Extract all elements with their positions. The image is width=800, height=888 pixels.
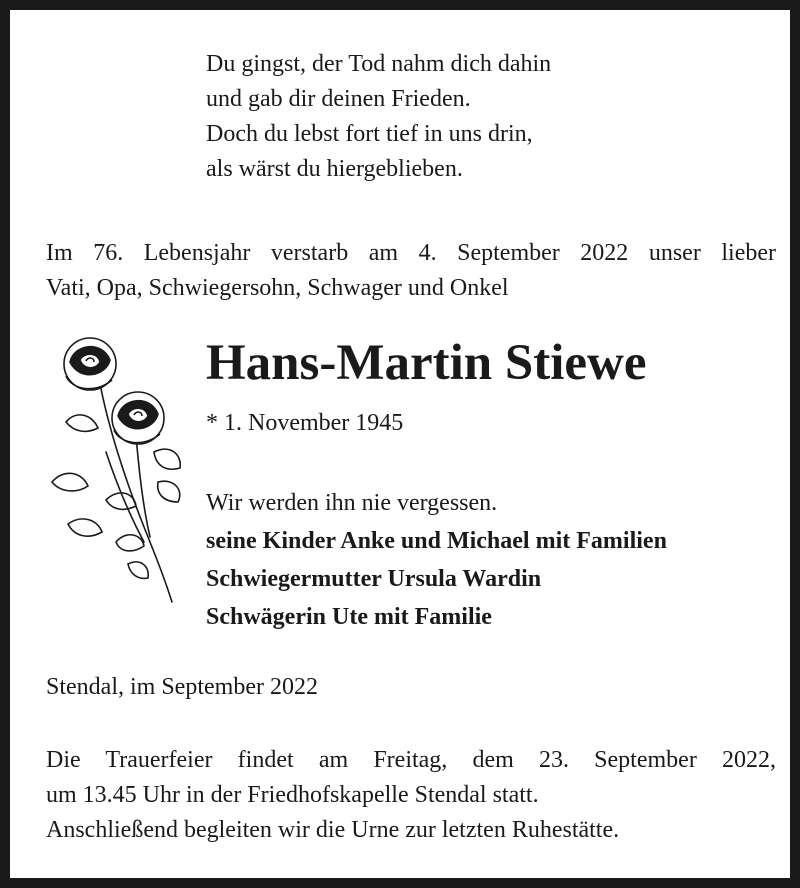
- funeral-line-3: Anschließend begleiten wir die Urne zur letzten Ruhestätte.: [46, 817, 620, 843]
- mourner-family: seine Kinder Anke und Michael mit Familien: [206, 528, 667, 554]
- poem-line: und gab dir deinen Frieden.: [206, 86, 471, 112]
- death-announcement: [46, 236, 776, 306]
- poem-line: Doch du lebst fort tief in uns drin,: [206, 121, 533, 147]
- mourner-family: Schwägerin Ute mit Familie: [206, 604, 492, 630]
- mourners-message: Wir werden ihn nie vergessen.: [206, 490, 498, 516]
- place-date: Stendal, im September 2022: [46, 674, 318, 700]
- funeral-line-1: Die Trauerfeier findet am Freitag, dem 23. September 2022,: [46, 747, 776, 773]
- roses-icon: [46, 332, 186, 612]
- poem-line: Du gingst, der Tod nahm dich dahin: [206, 51, 552, 77]
- poem-line: als wärst du hiergeblieben.: [206, 156, 463, 182]
- funeral-line-2: um 13.45 Uhr in der Friedhofskapelle Stendal statt.: [46, 782, 539, 808]
- announcement-line-1: Im 76. Lebensjahr verstarb am 4. September 2022 unser lieber: [46, 240, 776, 266]
- funeral-details: [46, 743, 776, 848]
- deceased-name: Hans-Martin Stiewe: [206, 335, 647, 391]
- mourners-block: [206, 484, 667, 636]
- announcement-line-2: Vati, Opa, Schwiegersohn, Schwager und Onkel: [46, 275, 509, 301]
- mourner-family: Schwiegermutter Ursula Wardin: [206, 566, 542, 592]
- birth-date: * 1. November 1945: [206, 410, 404, 436]
- memorial-poem: [206, 47, 551, 187]
